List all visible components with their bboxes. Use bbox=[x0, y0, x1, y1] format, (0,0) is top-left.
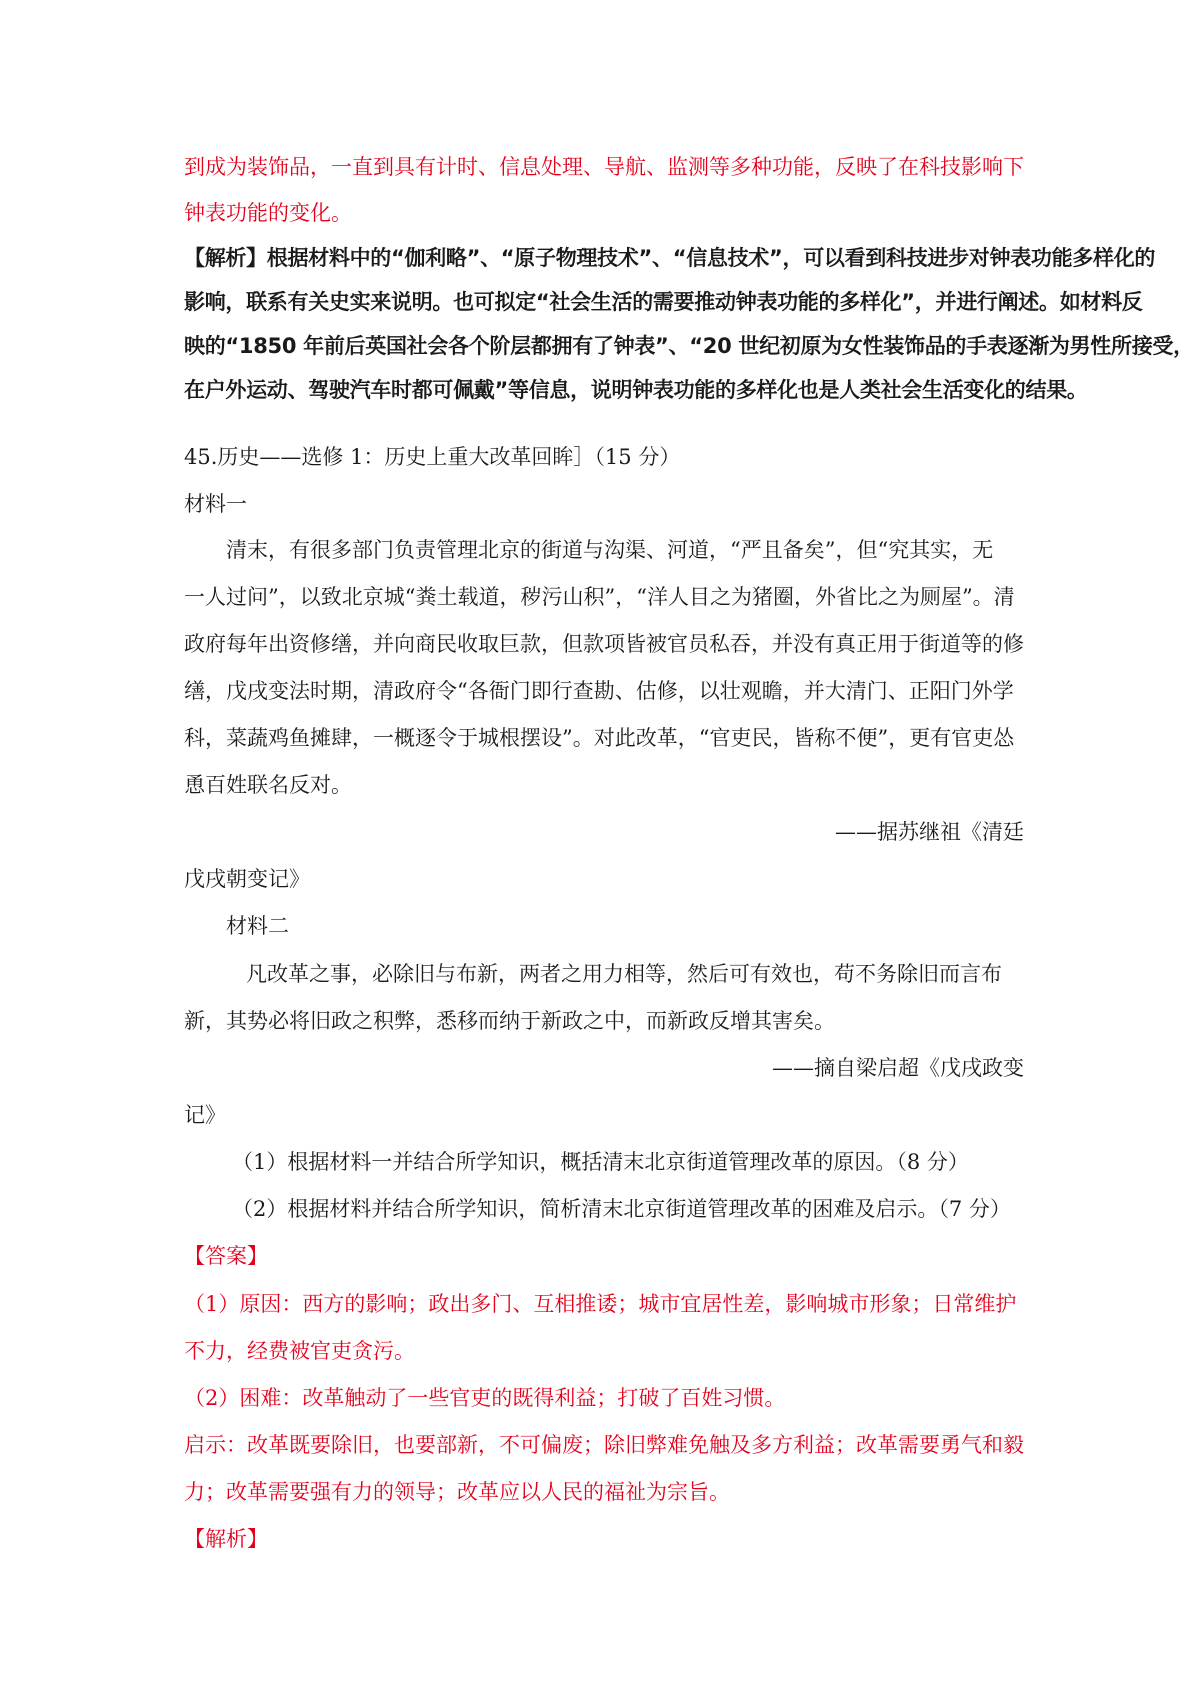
material2-source-continued: 记》 bbox=[184, 1103, 226, 1127]
material1-line: 政府每年出资修缮，并向商民收取巨款，但款项皆被官员私吞，并没有真正用于街道等的修 bbox=[184, 632, 1024, 656]
answer-continuation-line: 钟表功能的变化。 bbox=[184, 201, 352, 225]
material1-line: 清末，有很多部门负责管理北京的街道与沟渠、河道，“严且备矣”，但“究其实，无 bbox=[226, 538, 994, 562]
answer-line: 不力，经费被官吏贪污。 bbox=[184, 1339, 415, 1363]
material2-line: 新，其势必将旧政之积弊，悉移而纳于新政之中，而新政反增其害矣。 bbox=[184, 1009, 835, 1033]
material1-label: 材料一 bbox=[184, 492, 247, 516]
material1-line: 科，菜蔬鸡鱼摊肆，一概逐令于城根摆设”。对此改革，“官吏民，皆称不便”，更有官吏怂 bbox=[184, 726, 1015, 750]
answer-line: （1）原因：西方的影响；政出多门、互相推诿；城市宜居性差，影响城市形象；日常维护 bbox=[184, 1292, 1017, 1316]
analysis-paragraph-line: 在户外运动、驾驶汽车时都可佩戴”等信息，说明钟表功能的多样化也是人类社会生活变化的结果。 bbox=[184, 378, 1088, 402]
analysis-label: 【解析】 bbox=[184, 1527, 268, 1551]
answer-line: （2）困难：改革触动了一些官吏的既得利益；打破了百姓习惯。 bbox=[184, 1386, 786, 1410]
material1-line: 恿百姓联名反对。 bbox=[184, 773, 352, 797]
analysis-paragraph-line: 影响，联系有关史实来说明。也可拟定“社会生活的需要推动钟表功能的多样化”，并进行阐述。如材料反 bbox=[184, 290, 1143, 314]
answer-line: 力；改革需要强有力的领导；改革应以人民的福祉为宗旨。 bbox=[184, 1480, 730, 1504]
answer-continuation-line: 到成为装饰品，一直到具有计时、信息处理、导航、监测等多种功能，反映了在科技影响下 bbox=[184, 155, 1024, 179]
material1-line: 缮，戊戌变法时期，清政府令“各衙门即行查勘、估修，以壮观瞻，并大清门、正阳门外学 bbox=[184, 679, 1014, 703]
sub-question-1: （1）根据材料一并结合所学知识，概括清末北京街道管理改革的原因。（8 分） bbox=[232, 1150, 969, 1174]
material2-line: 凡改革之事，必除旧与布新，两者之用力相等，然后可有效也，苟不务除旧而言布 bbox=[246, 962, 1002, 986]
analysis-paragraph-line: 【解析】根据材料中的“伽利略”、“原子物理技术”、“信息技术”，可以看到科技进步对钟表功能多样化的 bbox=[184, 246, 1156, 270]
material1-source-continued: 戊戌朝变记》 bbox=[184, 867, 310, 891]
material1-line: 一人过问”，以致北京城“粪土载道，秽污山积”，“洋人目之为猪圈，外省比之为厕屋”。清 bbox=[184, 585, 1015, 609]
answer-line: 启示：改革既要除旧，也要部新，不可偏废；除旧弊难免触及多方利益；改革需要勇气和毅 bbox=[184, 1433, 1024, 1457]
question-title: 45.历史——选修 1：历史上重大改革回眸］（15 分） bbox=[184, 445, 681, 469]
material2-source: ——摘自梁启超《戊戌政变 bbox=[772, 1056, 1024, 1080]
sub-question-2: （2）根据材料并结合所学知识，简析清末北京街道管理改革的困难及启示。（7 分） bbox=[232, 1197, 1011, 1221]
material1-source: ——据苏继祖《清廷 bbox=[835, 820, 1024, 844]
analysis-paragraph-line: 映的“1850 年前后英国社会各个阶层都拥有了钟表”、“20 世纪初原为女性装饰品的手表逐渐为男性所接受， bbox=[184, 334, 1194, 358]
material2-label: 材料二 bbox=[226, 914, 289, 938]
answer-label: 【答案】 bbox=[184, 1244, 268, 1268]
